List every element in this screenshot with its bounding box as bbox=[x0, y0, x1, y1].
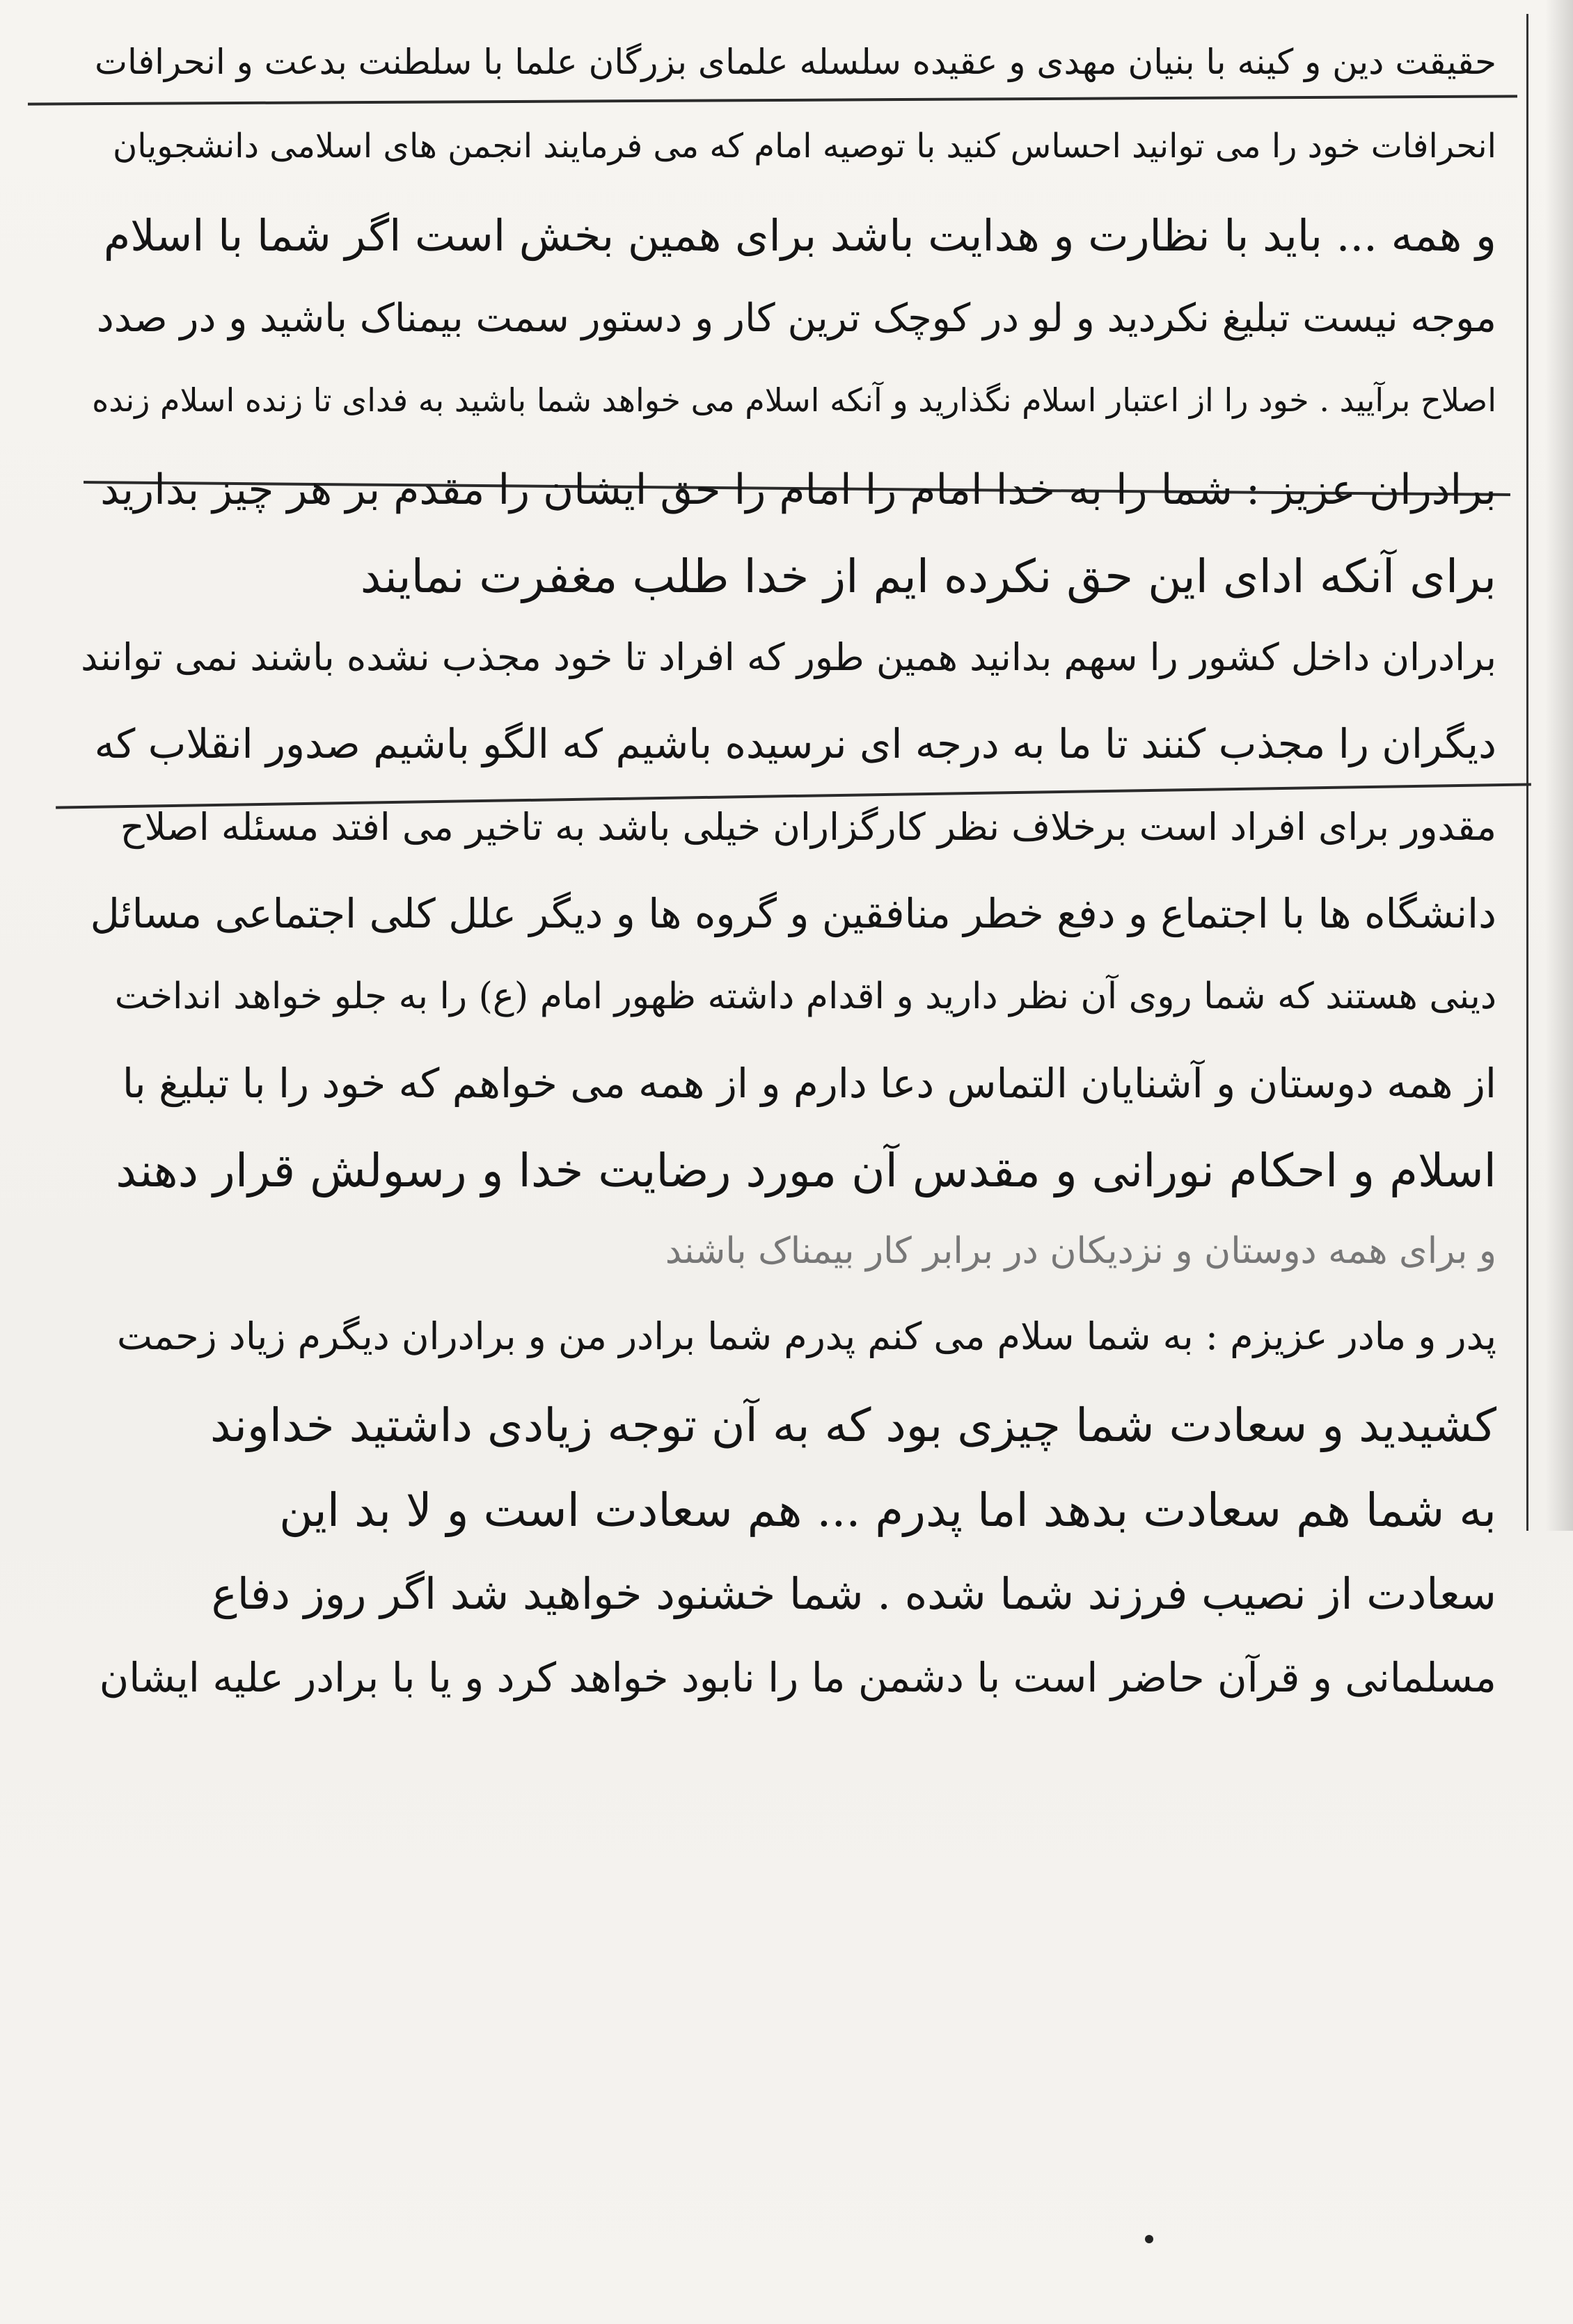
letter-body bbox=[77, 28, 1496, 1726]
letter-line: موجه نیست تبلیغ نکردید و لو در کوچک ترین کار و دستور سمت بیمناک باشید و در صدد bbox=[96, 296, 1496, 341]
letter-line: پدر و مادر عزیزم : به شما سلام می کنم پدرم شما برادر من و برادران دیگرم زیاد زحمت bbox=[116, 1314, 1496, 1358]
letter-line: و برای همه دوستان و نزدیکان در برابر کار بیمناک باشند bbox=[665, 1230, 1496, 1272]
letter-line: کشیدید و سعادت شما چیزی بود که به آن توجه زیادی داشتید خداوند bbox=[210, 1399, 1496, 1452]
letter-line: برادران داخل کشور را سهم بدانید همین طور که افراد تا خود مجذب نشده باشند نمی توانند bbox=[81, 635, 1496, 679]
letter-line: دانشگاه ها با اجتماع و دفع خطر منافقین و گروه ها و دیگر علل کلی اجتماعی مسائل bbox=[90, 890, 1496, 937]
right-margin-rule bbox=[1526, 14, 1528, 1531]
letter-line: به شما هم سعادت بدهد اما پدرم ... هم سعادت است و لا بد این bbox=[279, 1483, 1496, 1537]
letter-line: اسلام و احکام نورانی و مقدس آن مورد رضایت خدا و رسولش قرار دهند bbox=[116, 1144, 1496, 1197]
letter-line: برادران عزیز : شما را به خدا امام را امام را حق ایشان را مقدم بر هر چیز بدارید bbox=[100, 465, 1496, 514]
letter-line: و همه ... باید با نظارت و هدایت باشد برای همین بخش است اگر شما با اسلام bbox=[103, 210, 1496, 261]
letter-line: مقدور برای افراد است برخلاف نظر کارگزاران خیلی باشد به تاخیر می افتد مسئله اصلاح bbox=[120, 805, 1496, 849]
letter-line: مسلمانی و قرآن حاضر است با دشمن ما را نابود خواهد کرد و یا با برادر علیه ایشان bbox=[99, 1654, 1496, 1701]
letter-line: سعادت از نصیب فرزند شما شده . شما خشنود خواهید شد اگر روز دفاع bbox=[211, 1568, 1496, 1619]
letter-line: دینی هستند که شما روی آن نظر دارید و اقدام داشته ظهور امام (ع) را به جلو خواهد انداخت bbox=[114, 976, 1496, 1017]
letter-line: انحرافات خود را می توانید احساس کنید با توصیه امام که می فرمایند انجمن های اسلامی دانشجویان bbox=[113, 127, 1496, 166]
page-mark-dot bbox=[1145, 2235, 1153, 2243]
letter-line: از همه دوستان و آشنایان التماس دعا دارم و از همه می خواهم که خود را با تبلیغ با bbox=[122, 1060, 1496, 1107]
letter-line: دیگران را مجذب کنند تا ما به درجه ای نرسیده باشیم که الگو باشیم صدور انقلاب که bbox=[94, 720, 1496, 767]
letter-line: اصلاح برآیید . خود را از اعتبار اسلام نگذارید و آنکه اسلام می خواهد شما باشید به فدای تا زنده اسلام زنده bbox=[92, 381, 1496, 419]
scan-edge-shadow bbox=[1545, 0, 1573, 1531]
letter-line: حقیقت دین و کینه با بنیان مهدی و عقیده سلسله علمای بزرگان علما با سلطنت بدعت و انحرافات bbox=[94, 42, 1496, 82]
letter-line: برای آنکه ادای این حق نکرده ایم از خدا طلب مغفرت نمایند bbox=[360, 550, 1496, 603]
